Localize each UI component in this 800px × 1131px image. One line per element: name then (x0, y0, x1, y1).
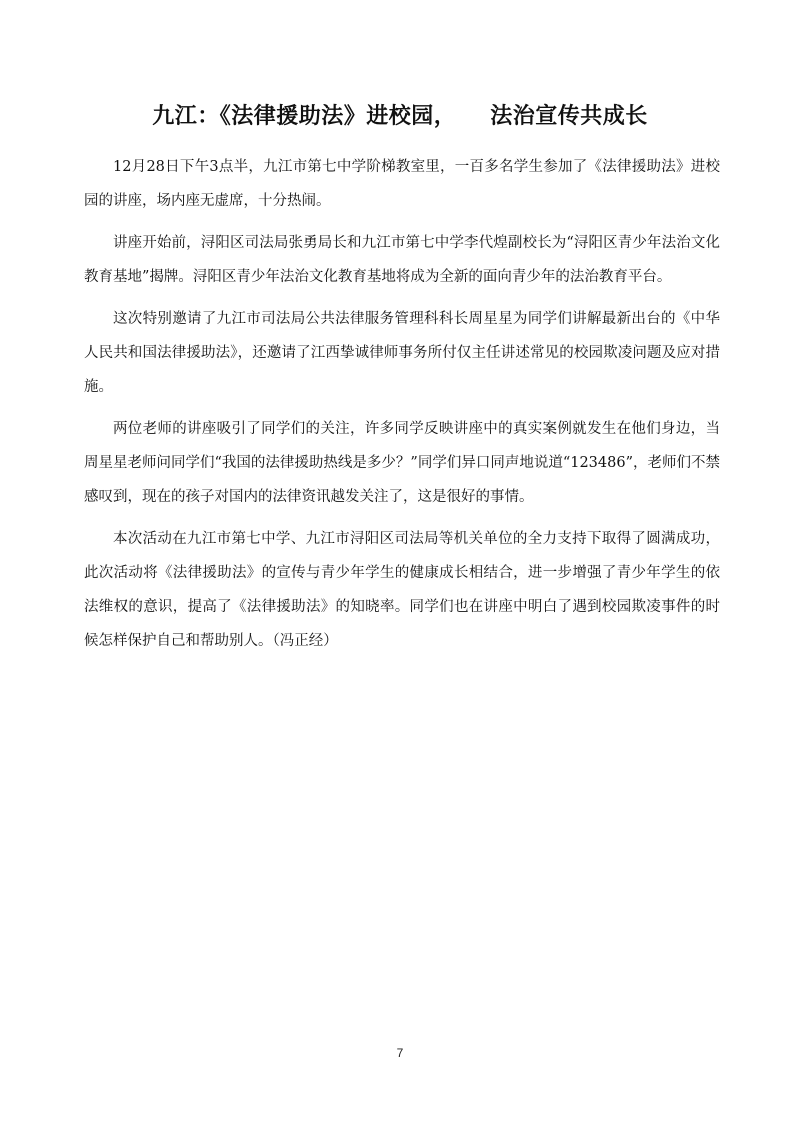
page-number: 7 (396, 1046, 404, 1060)
article-paragraph: 这次特别邀请了九江市司法局公共法律服务管理科科长周星星为同学们讲解最新出台的《中华人民共和国法律援助法》，还邀请了江西挚诚律师事务所付仅主任讲述常见的校园欺凌问题及应对措施。 (84, 311, 720, 395)
article-paragraph: 两位老师的讲座吸引了同学们的关注，许多同学反映讲座中的真实案例就发生在他们身边，当周星星老师问同学们“我国的法律援助热线是多少？”同学们异口同声地说道“123486”，老师们不禁感叹到，现在的孩子对国内的法律资讯越发关注了，这是很好的事情。 (84, 421, 720, 505)
article-paragraph: 12月28日下午3点半，九江市第七中学阶梯教室里，一百多名学生参加了《法律援助法》进校园的讲座，场内座无虚席，十分热闹。 (84, 159, 720, 209)
article-body (84, 150, 720, 666)
article-paragraph: 讲座开始前，浔阳区司法局张勇局长和九江市第七中学李代煌副校长为“浔阳区青少年法治文化教育基地”揭牌。浔阳区青少年法治文化教育基地将成为全新的面向青少年的法治教育平台。 (84, 235, 720, 285)
article-title: 九江：《法律援助法》进校园， 法治宣传共成长 (152, 104, 648, 129)
article-paragraph: 本次活动在九江市第七中学、九江市浔阳区司法局等机关单位的全力支持下取得了圆满成功，此次活动将《法律援助法》的宣传与青少年学生的健康成长相结合，进一步增强了青少年学生的依法维权的意识，提高了《法律援助法》的知晓率。同学们也在讲座中明白了遇到校园欺凌事件的时候怎样保护自己和帮助别人。（冯正经） (84, 531, 720, 649)
